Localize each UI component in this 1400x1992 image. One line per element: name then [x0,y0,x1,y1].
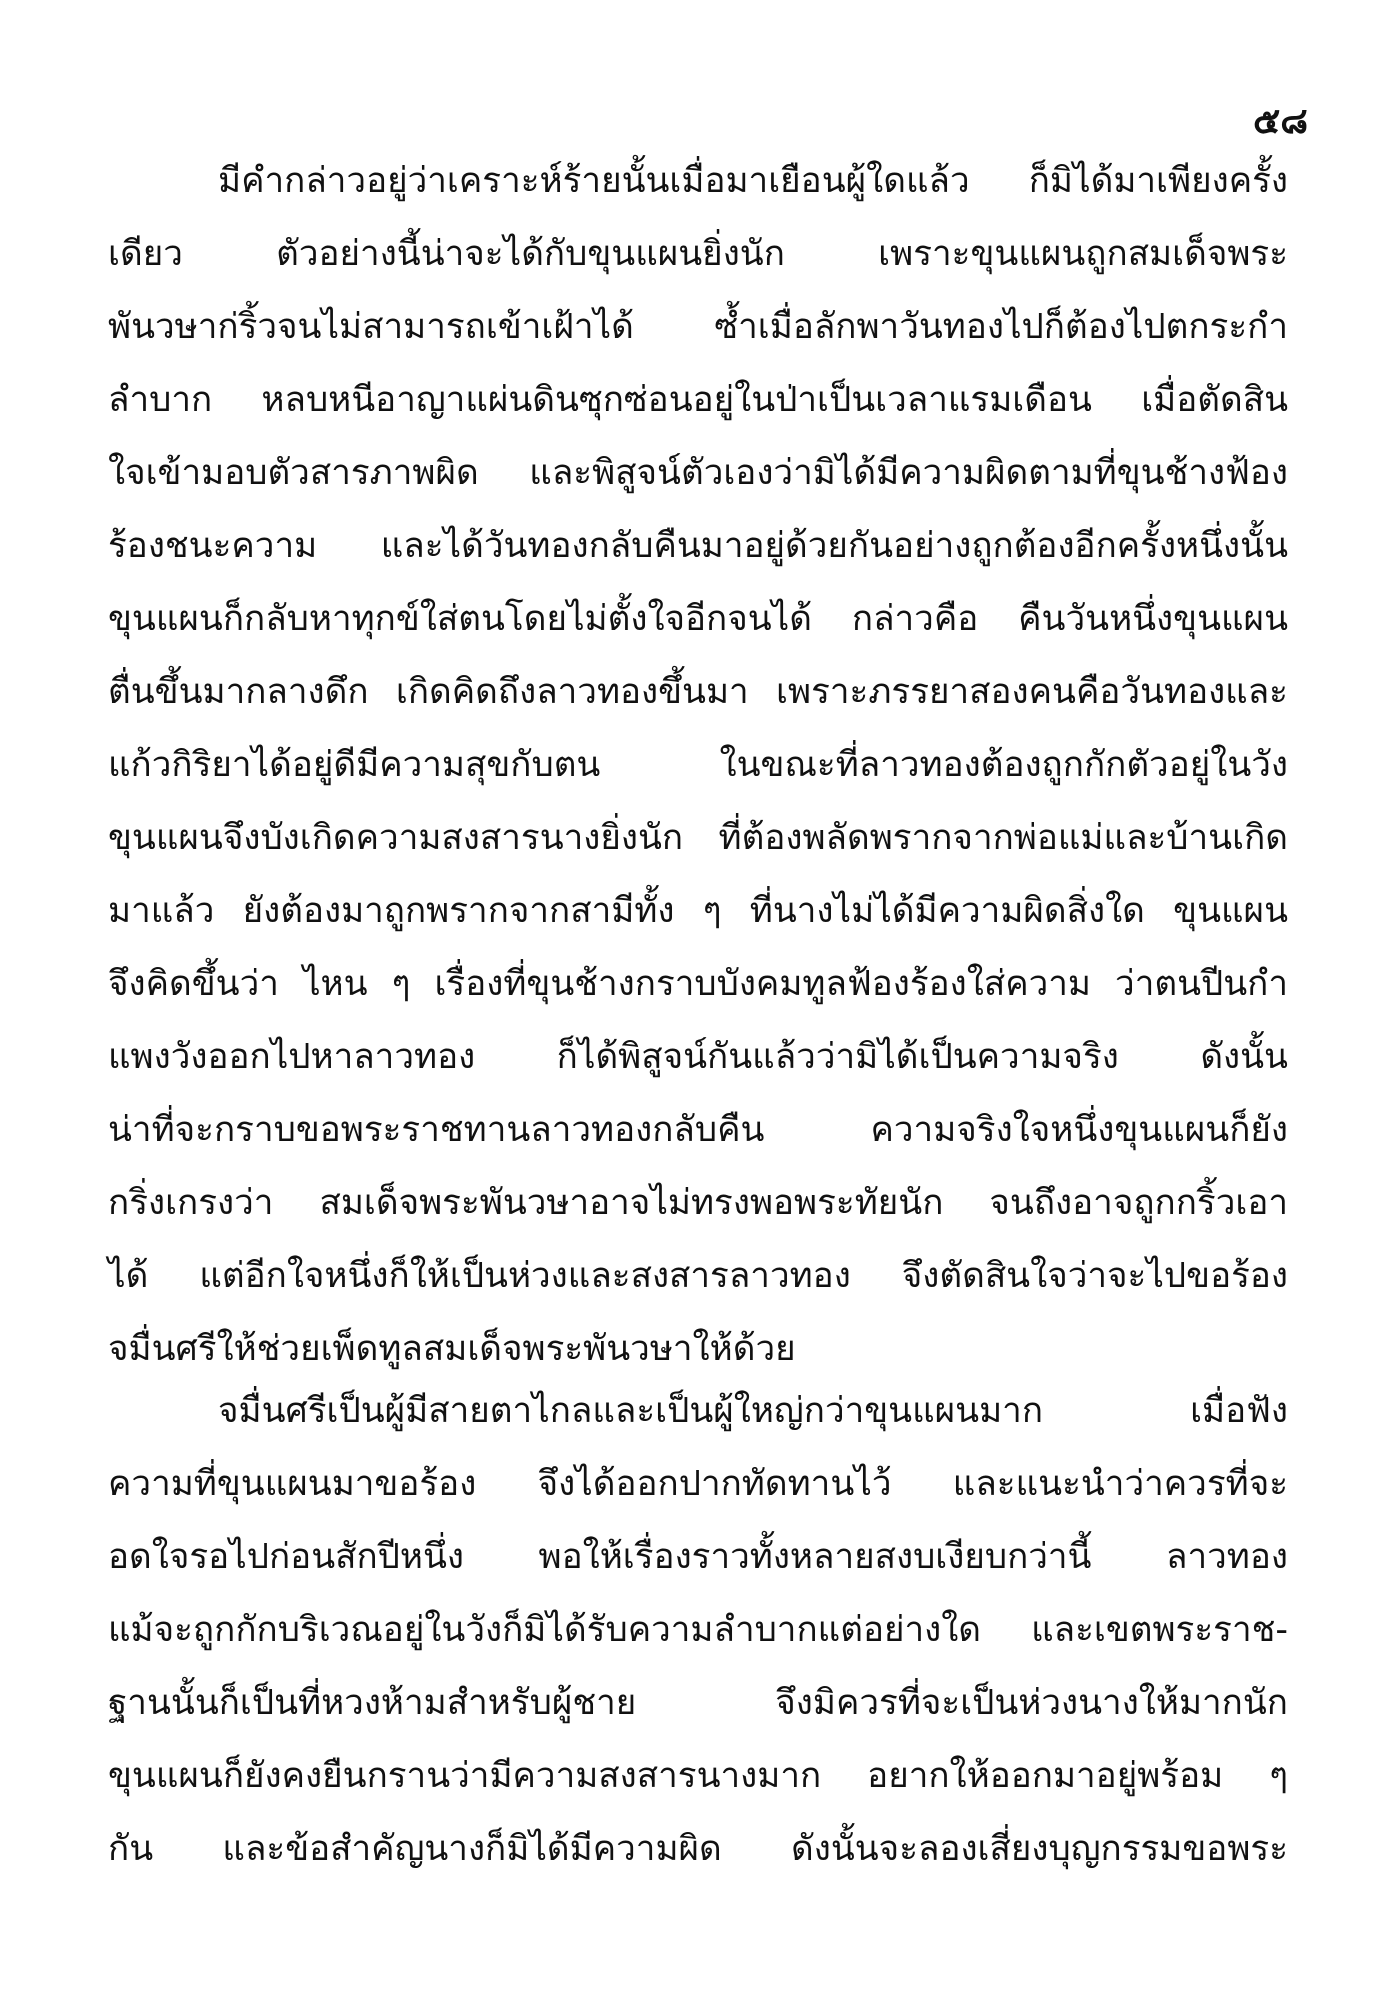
text-line: ขุนแผนจึงบังเกิดความสงสารนางยิ่งนัก ที่ต้องพลัดพรากจากพ่อแม่และบ้านเกิด [108,818,1288,858]
text-line: ได้ แต่อีกใจหนึ่งก็ให้เป็นห่วงและสงสารลาวทอง จึงตัดสินใจว่าจะไปขอร้อง [108,1256,1288,1296]
text-line: ร้องชนะความ และได้วันทองกลับคืนมาอยู่ด้วยกันอย่างถูกต้องอีกครั้งหนึ่งนั้น [108,526,1288,566]
text-line: จึงคิดขึ้นว่า ไหน ๆ เรื่องที่ขุนช้างกราบบังคมทูลฟ้องร้องใส่ความ ว่าตนปีนกำ [108,964,1288,1004]
text-line: แม้จะถูกกักบริเวณอยู่ในวังก็มิได้รับความลำบากแต่อย่างใด และเขตพระราช- [108,1610,1288,1650]
text-line: ขุนแผนก็กลับหาทุกข์ใส่ตนโดยไม่ตั้งใจอีกจนได้ กล่าวคือ คืนวันหนึ่งขุนแผน [108,599,1288,639]
text-line: ตื่นขึ้นมากลางดึก เกิดคิดถึงลาวทองขึ้นมา เพราะภรรยาสองคนคือวันทองและ [108,672,1288,712]
text-line: ขุนแผนก็ยังคงยืนกรานว่ามีความสงสารนางมาก อยากให้ออกมาอยู่พร้อม ๆ [108,1756,1288,1796]
paragraph-1 [108,145,1288,1386]
text-line: แก้วกิริยาได้อยู่ดีมีความสุขกับตน ในขณะที่ลาวทองต้องถูกกักตัวอยู่ในวัง [108,745,1288,785]
text-line: มีคำกล่าวอยู่ว่าเคราะห์ร้ายนั้นเมื่อมาเยือนผู้ใดแล้ว ก็มิได้มาเพียงครั้ง [218,161,1288,201]
page-number: ๕๘ [1252,100,1308,142]
text-line: เดียว ตัวอย่างนี้น่าจะได้กับขุนแผนยิ่งนัก เพราะขุนแผนถูกสมเด็จพระ [108,234,1288,274]
text-line: ใจเข้ามอบตัวสารภาพผิด และพิสูจน์ตัวเองว่ามิได้มีความผิดตามที่ขุนช้างฟ้อง [108,453,1288,493]
text-line: จมื่นศรีให้ช่วยเพ็ดทูลสมเด็จพระพันวษาให้ด้วย [108,1329,796,1369]
text-line: ความที่ขุนแผนมาขอร้อง จึงได้ออกปากทัดทานไว้ และแนะนำว่าควรที่จะ [108,1464,1288,1504]
text-line: แพงวังออกไปหาลาวทอง ก็ได้พิสูจน์กันแล้วว่ามิได้เป็นความจริง ดังนั้น [108,1037,1288,1077]
paragraph-2 [108,1375,1288,1886]
text-line: อดใจรอไปก่อนสักปีหนึ่ง พอให้เรื่องราวทั้งหลายสงบเงียบกว่านี้ ลาวทอง [108,1537,1288,1577]
text-line: มาแล้ว ยังต้องมาถูกพรากจากสามีทั้ง ๆ ที่นางไม่ได้มีความผิดสิ่งใด ขุนแผน [108,891,1288,931]
text-line: พันวษาก่ริ้วจนไม่สามารถเข้าเฝ้าได้ ซ้ำเมื่อลักพาวันทองไปก็ต้องไปตกระกำ [108,307,1288,347]
text-line: กัน และข้อสำคัญนางก็มิได้มีความผิด ดังนั้นจะลองเสี่ยงบุญกรรมขอพระ [108,1829,1288,1869]
text-line: น่าที่จะกราบขอพระราชทานลาวทองกลับคืน ความจริงใจหนึ่งขุนแผนก็ยัง [108,1110,1288,1150]
text-line: ฐานนั้นก็เป็นที่หวงห้ามสำหรับผู้ชาย จึงมิควรที่จะเป็นห่วงนางให้มากนัก [108,1683,1288,1723]
text-line: จมื่นศรีเป็นผู้มีสายตาไกลและเป็นผู้ใหญ่กว่าขุนแผนมาก เมื่อฟัง [218,1391,1288,1431]
text-line: ลำบาก หลบหนีอาญาแผ่นดินซุกซ่อนอยู่ในป่าเป็นเวลาแรมเดือน เมื่อตัดสิน [108,380,1288,420]
text-line: กริ่งเกรงว่า สมเด็จพระพันวษาอาจไม่ทรงพอพระทัยนัก จนถึงอาจถูกกริ้วเอา [108,1183,1288,1223]
